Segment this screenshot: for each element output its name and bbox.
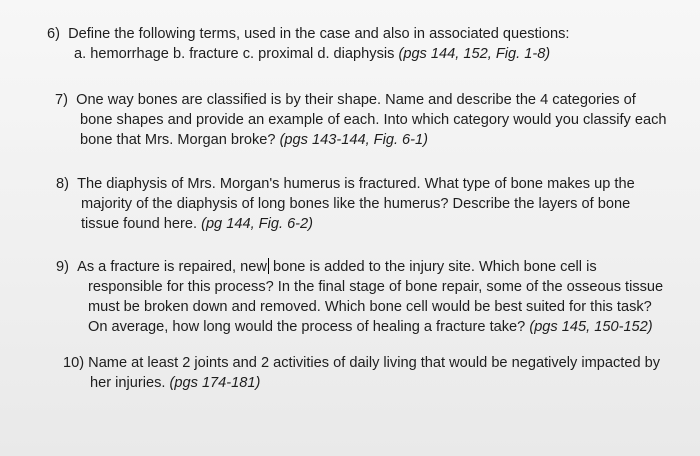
question-6-number: 6)	[47, 26, 60, 42]
question-10-text-1: Name at least 2 joints and 2 activities of daily living that would be negatively impacted by	[88, 355, 661, 371]
question-6-line-1	[47, 24, 569, 44]
question-10-line-1	[63, 353, 660, 373]
question-9	[56, 257, 663, 337]
question-9-line-4	[56, 317, 663, 337]
question-8	[56, 174, 635, 234]
question-7-line-1	[55, 90, 667, 110]
question-9-line-3	[56, 297, 663, 317]
question-7-line-3	[55, 130, 667, 150]
question-9-text-1a: As a fracture is repaired, new	[77, 259, 267, 275]
question-9-text-1b: bone is added to the injury site. Which bone cell is	[268, 259, 597, 275]
question-9-text-2: responsible for this process? In the final stage of bone repair, some of the osseous tissue	[88, 279, 664, 295]
question-7-text-2: bone shapes and provide an example of each. Into which category would you classify each	[80, 112, 667, 128]
question-8-text-2: majority of the diaphysis of long bones like the humerus? Describe the layers of bone	[81, 196, 631, 212]
question-10-text-2: her injuries.	[90, 375, 170, 391]
question-6-citation: (pgs 144, 152, Fig. 1-8)	[398, 46, 551, 62]
question-8-line-1	[56, 174, 635, 194]
question-7-number: 7)	[55, 92, 68, 108]
question-9-text-4: On average, how long would the process of healing a fracture take?	[88, 319, 530, 335]
question-6-text-1: Define the following terms, used in the case and also in associated questions:	[68, 26, 570, 42]
question-10-number: 10)	[63, 355, 85, 371]
question-9-number: 9)	[56, 259, 69, 275]
question-10-citation: (pgs 174-181)	[169, 375, 261, 391]
question-9-text-3: must be broken down and removed. Which bone cell would be best suited for this task?	[88, 299, 652, 315]
question-6-line-2	[47, 44, 569, 64]
question-7-line-2	[55, 110, 667, 130]
question-7-text-3: bone that Mrs. Morgan broke?	[80, 132, 280, 148]
question-10-line-2	[63, 373, 660, 393]
question-7-citation: (pgs 143-144, Fig. 6-1)	[279, 132, 429, 148]
question-7-text-1: One way bones are classified is by their shape. Name and describe the 4 categories of	[76, 92, 636, 108]
question-10	[63, 353, 660, 393]
question-8-text-1: The diaphysis of Mrs. Morgan's humerus is fractured. What type of bone makes up the	[77, 176, 635, 192]
question-9-citation: (pgs 145, 150-152)	[529, 319, 653, 335]
question-7	[55, 90, 667, 150]
question-8-line-3	[56, 214, 635, 234]
question-6	[47, 24, 569, 64]
question-8-citation: (pg 144, Fig. 6-2)	[201, 216, 314, 232]
question-6-text-2: a. hemorrhage b. fracture c. proximal d. diaphysis	[74, 46, 399, 62]
question-9-line-2	[56, 277, 663, 297]
question-8-text-3: tissue found here.	[81, 216, 202, 232]
question-8-line-2	[56, 194, 635, 214]
question-9-line-1	[56, 257, 663, 277]
question-8-number: 8)	[56, 176, 69, 192]
